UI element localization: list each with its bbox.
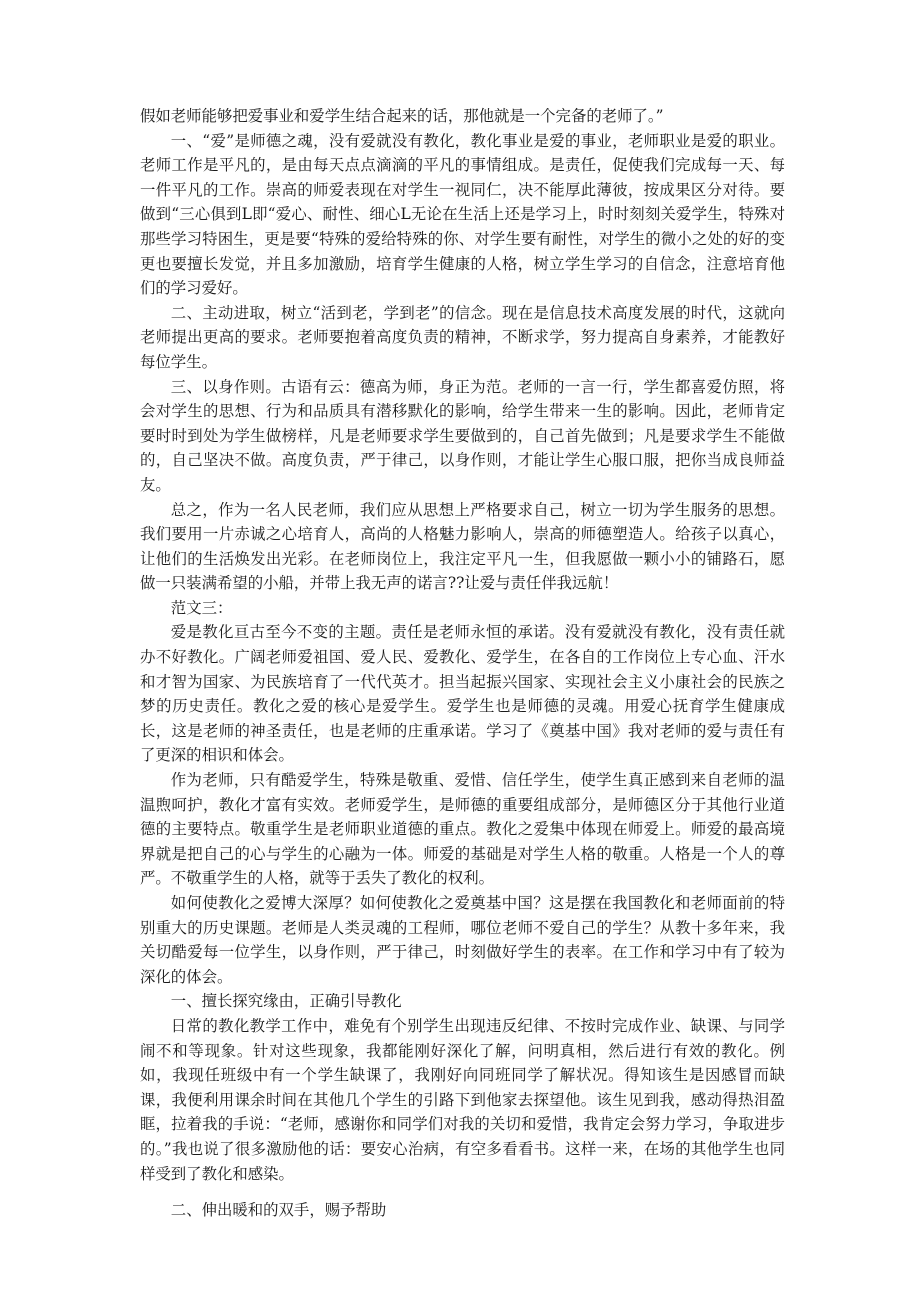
paragraph-daily-teaching: 日常的教化教学工作中，难免有个别学生出现违反纪律、不按时完成作业、缺课、与同学闹不和等现象。针对这些现象，我都能刚好深化了解，问明真相，然后进行有效的教化。例如，我现任班级中有一个学生缺课了，我刚好向同班同学了解状况。得知该生是因感冒而缺课，我便利用课余时间在其他几个学生的引路下到他家去探望他。该生见到我，感动得热泪盈眶，拉着我的手说：“老师，感谢你和同学们对我的关切和爱惜，我肯定会努力学习，争取进步的。”我也说了很多激励他的话：要安心治病，有空多看看书。这样一来，在场的其他学生也同样受到了教化和感染。 — [140, 1016, 785, 1183]
paragraph-love-theme: 爱是教化亘古至今不变的主题。责任是老师永恒的承诺。没有爱就没有教化，没有责任就办不好教化。广阔老师爱祖国、爱人民、爱教化、爱学生，在各自的工作岗位上专心血、汗水和才智为国家、为民族培育了一代代英才。担当起振兴国家、实现社会主义小康社会的民族之梦的历史责任。教化之爱的核心是爱学生。爱学生也是师德的灵魂。用爱心抚育学生健康成长，这是老师的神圣责任，也是老师的庄重承诺。学习了《奠基中国》我对老师的爱与责任有了更深的相识和体会。 — [140, 623, 785, 765]
paragraph-love-soul: 一、“爱”是师德之魂，没有爱就没有教化，教化事业是爱的事业，老师职业是爱的职业。老师工作是平凡的，是由每天点点滴滴的平凡的事情组成。是责任，促使我们完成每一天、每一件平凡的工作。崇高的师爱表现在对学生一视同仁，决不能厚此薄彼，按成果区分对待。要做到“三心俱到L即“爱心、耐性、细心L无论在生活上还是学习上，时时刻刻关爱学生，特殊对那些学习特困生，更是要“特殊的爱给特殊的你、对学生要有耐性，对学生的微小之处的好的变更也要擅长发觉，并且多加激励，培育学生健康的人格，树立学生学习的自信念，注意培育他们的学习爱好。 — [140, 131, 785, 298]
document-page — [140, 104, 785, 1223]
paragraph-historic-topic: 如何使教化之爱博大深厚？如何使教化之爱奠基中国？这是摆在我国教化和老师面前的特别重大的历史课题。老师是人类灵魂的工程师，哪位老师不爱自己的学生？从教十多年来，我关切酷爱每一位学生，以身作则，严于律己，时刻做好学生的表率。在工作和学习中有了较为深化的体会。 — [140, 894, 785, 986]
subheading-helping-hands: 二、伸出暖和的双手，赐予帮助 — [170, 1201, 387, 1220]
paragraph-lead-by-example: 三、以身作则。古语有云：德高为师，身正为范。老师的一言一行，学生都喜爱仿照，将会对学生的思想、行为和品质具有潜移默化的影响，给学生带来一生的影响。因此，老师肯定要时时到处为学生做榜样，凡是老师要求学生要做到的，自己首先做到；凡是要求学生不能做的，自己坚决不做。高度负责，严于律己，以身作则，才能让学生心服口服，把你当成良师益友。 — [140, 377, 785, 494]
paragraph-conclusion: 总之，作为一名人民老师，我们应从思想上严格要求自己，树立一切为学生服务的思想。我们要用一片赤诚之心培育人，高尚的人格魅力影响人，崇高的师德塑造人。给孩子以真心，让他们的生活焕发出光彩。在老师岗位上，我注定平凡一生，但我愿做一颗小小的铺路石，愿做一只装满希望的小船，并带上我无声的诺言??让爱与责任伴我远航！ — [140, 500, 785, 593]
paragraph-lifelong-learning: 二、主动进取，树立“活到老，学到老”的信念。现在是信息技术高度发展的时代，这就向老师提出更高的要求。老师要抱着高度负责的精神，不断求学，努力提高自身素养，才能教好每位学生。 — [140, 303, 785, 371]
paragraph-respect-students: 作为老师，只有酷爱学生，特殊是敬重、爱惜、信任学生，使学生真正感到来自老师的温温煦呵护，教化才富有实效。老师爱学生，是师德的重要组成部分，是师德区分于其他行业道德的主要特点。敬重学生是老师职业道德的重点。教化之爱集中体现在师爱上。师爱的最高境界就是把自己的心与学生的心融为一体。师爱的基础是对学生人格的敬重。人格是一个人的尊严。不敬重学生的人格，就等于丢失了教化的权利。 — [140, 771, 785, 888]
section-heading-sample-three: 范文三： — [170, 598, 233, 617]
subheading-explore-causes: 一、擅长探究缘由，正确引导教化 — [170, 992, 402, 1011]
paragraph-continuation: 假如老师能够把爱事业和爱学生结合起来的话，那他就是一个完备的老师了。” — [140, 107, 664, 125]
